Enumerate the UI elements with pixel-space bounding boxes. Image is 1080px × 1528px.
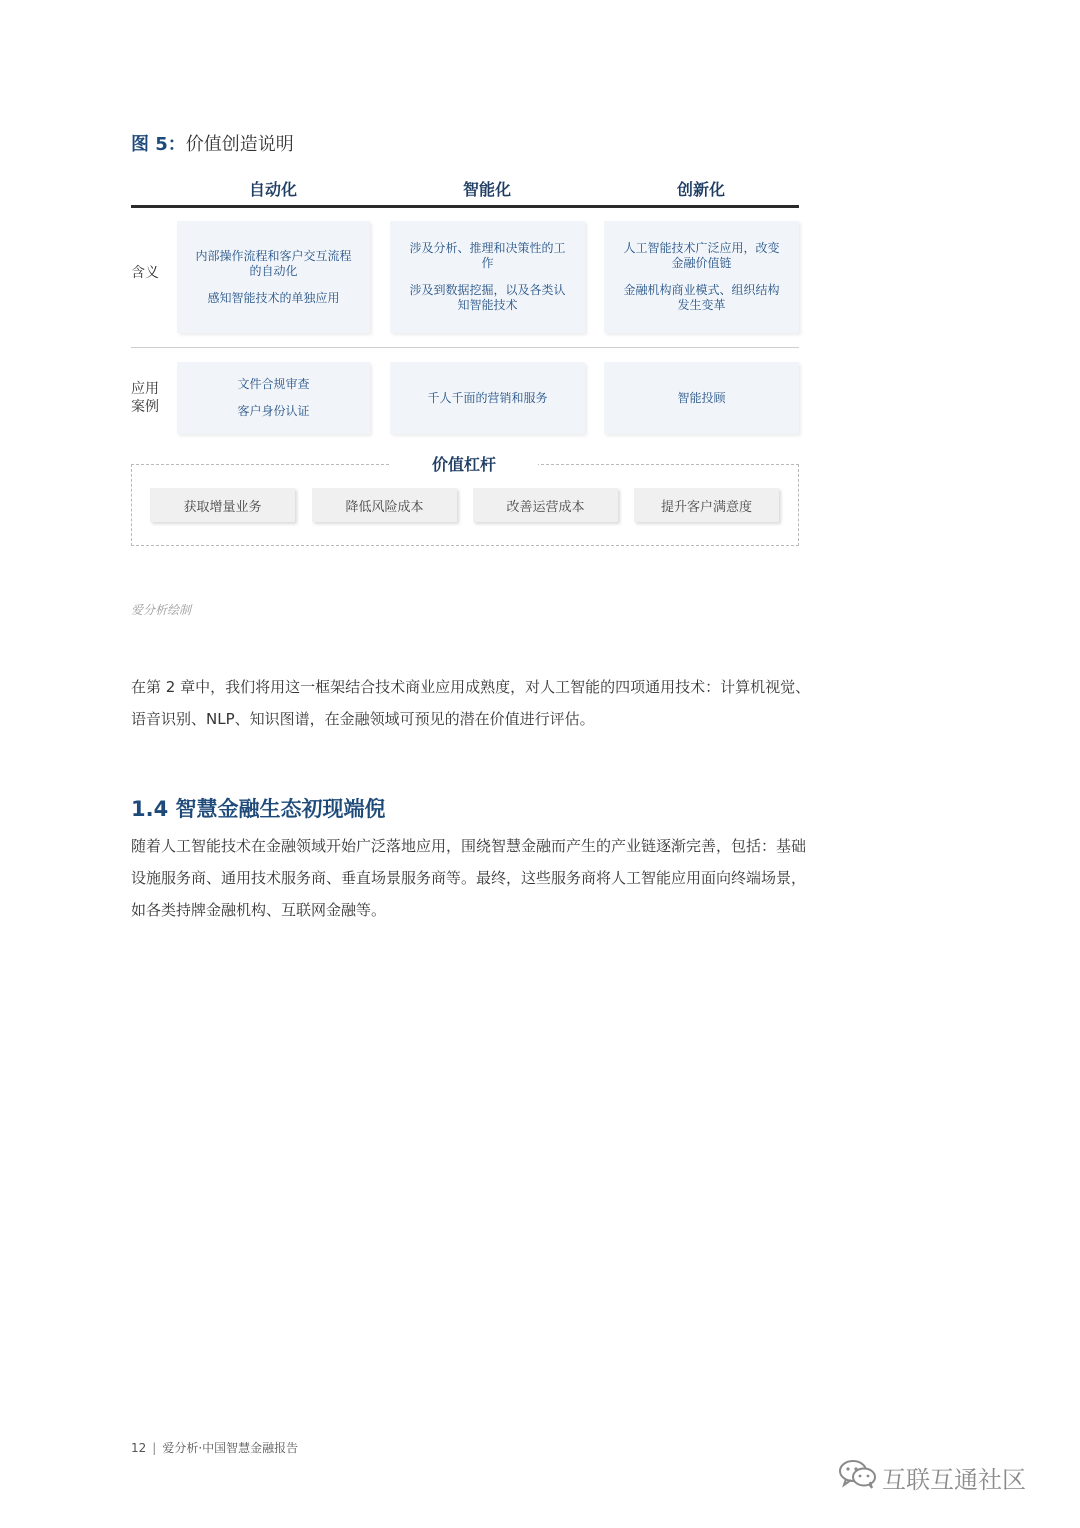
cell-text: 涉及分析、推理和决策性的工作 [409,241,566,270]
column-header-automation: 自动化 [248,180,297,199]
wechat-icon [838,1458,878,1496]
lever-operating-cost: 改善运营成本 [473,488,618,522]
page-number: 12 [131,1441,147,1455]
footer-separator: | [152,1441,157,1455]
cell-cases-intelligence [390,362,585,434]
figure-caption: 价值创造说明 [185,134,294,155]
column-header-intelligence: 智能化 [462,180,511,199]
cell-meaning-intelligence [390,221,585,333]
cell-text: 人工智能技术广泛应用，改变金融价值链 [623,241,780,270]
column-header-innovation: 创新化 [676,180,725,199]
body-paragraph: 在第 2 章中，我们将用这一框架结合技术商业应用成熟度，对人工智能的四项通用技术：计算机视觉、语音识别、NLP、知识图谱，在金融领域可预见的潜在价值进行评估。 [131,678,811,728]
watermark [838,1458,1026,1496]
figure-title [131,130,294,156]
section-heading: 1.4 智慧金融生态初现端倪 [131,797,386,821]
cell-text: 千人千面的营销和服务 [427,390,548,405]
row-label-use-cases: 应用案例 [131,381,159,415]
cell-text: 感知智能技术的单独应用 [207,290,340,305]
lever-incremental-business: 获取增量业务 [150,488,295,522]
cell-text: 涉及到数据挖掘，以及各类认知智能技术 [409,283,566,312]
body-paragraph: 随着人工智能技术在金融领域开始广泛落地应用，围绕智慧金融而产生的产业链逐渐完善，包括：基础设施服务商、通用技术服务商、垂直场景服务商等。最终，这些服务商将人工智能应用面向终端场景，如各类持牌金融机构、互联网金融等。 [131,837,807,919]
cell-text: 金融机构商业模式、组织结构发生变革 [623,283,780,312]
cell-text: 智能投顾 [677,390,726,405]
cell-meaning-automation [177,221,370,333]
figure-number: 图 5： [131,134,186,155]
watermark-text: 互联互通社区 [882,1465,1026,1494]
cell-cases-innovation [604,362,799,434]
row-label-meaning: 含义 [131,265,159,281]
page-footer [131,1439,298,1456]
cell-text: 文件合规审查 [237,377,310,391]
cell-text: 内部操作流程和客户交互流程的自动化 [195,248,352,278]
value-lever-title: 价值杠杆 [390,452,538,475]
lever-customer-satisfaction: 提升客户满意度 [634,488,779,522]
figure-source: 爱分析绘制 [131,603,192,617]
cell-cases-automation [177,362,370,434]
lever-risk-cost: 降低风险成本 [312,488,457,522]
row-divider [131,347,799,348]
cell-meaning-innovation [604,221,799,333]
report-title: 爱分析·中国智慧金融报告 [162,1441,299,1455]
cell-text: 客户身份认证 [237,404,310,418]
header-rule [131,205,799,208]
